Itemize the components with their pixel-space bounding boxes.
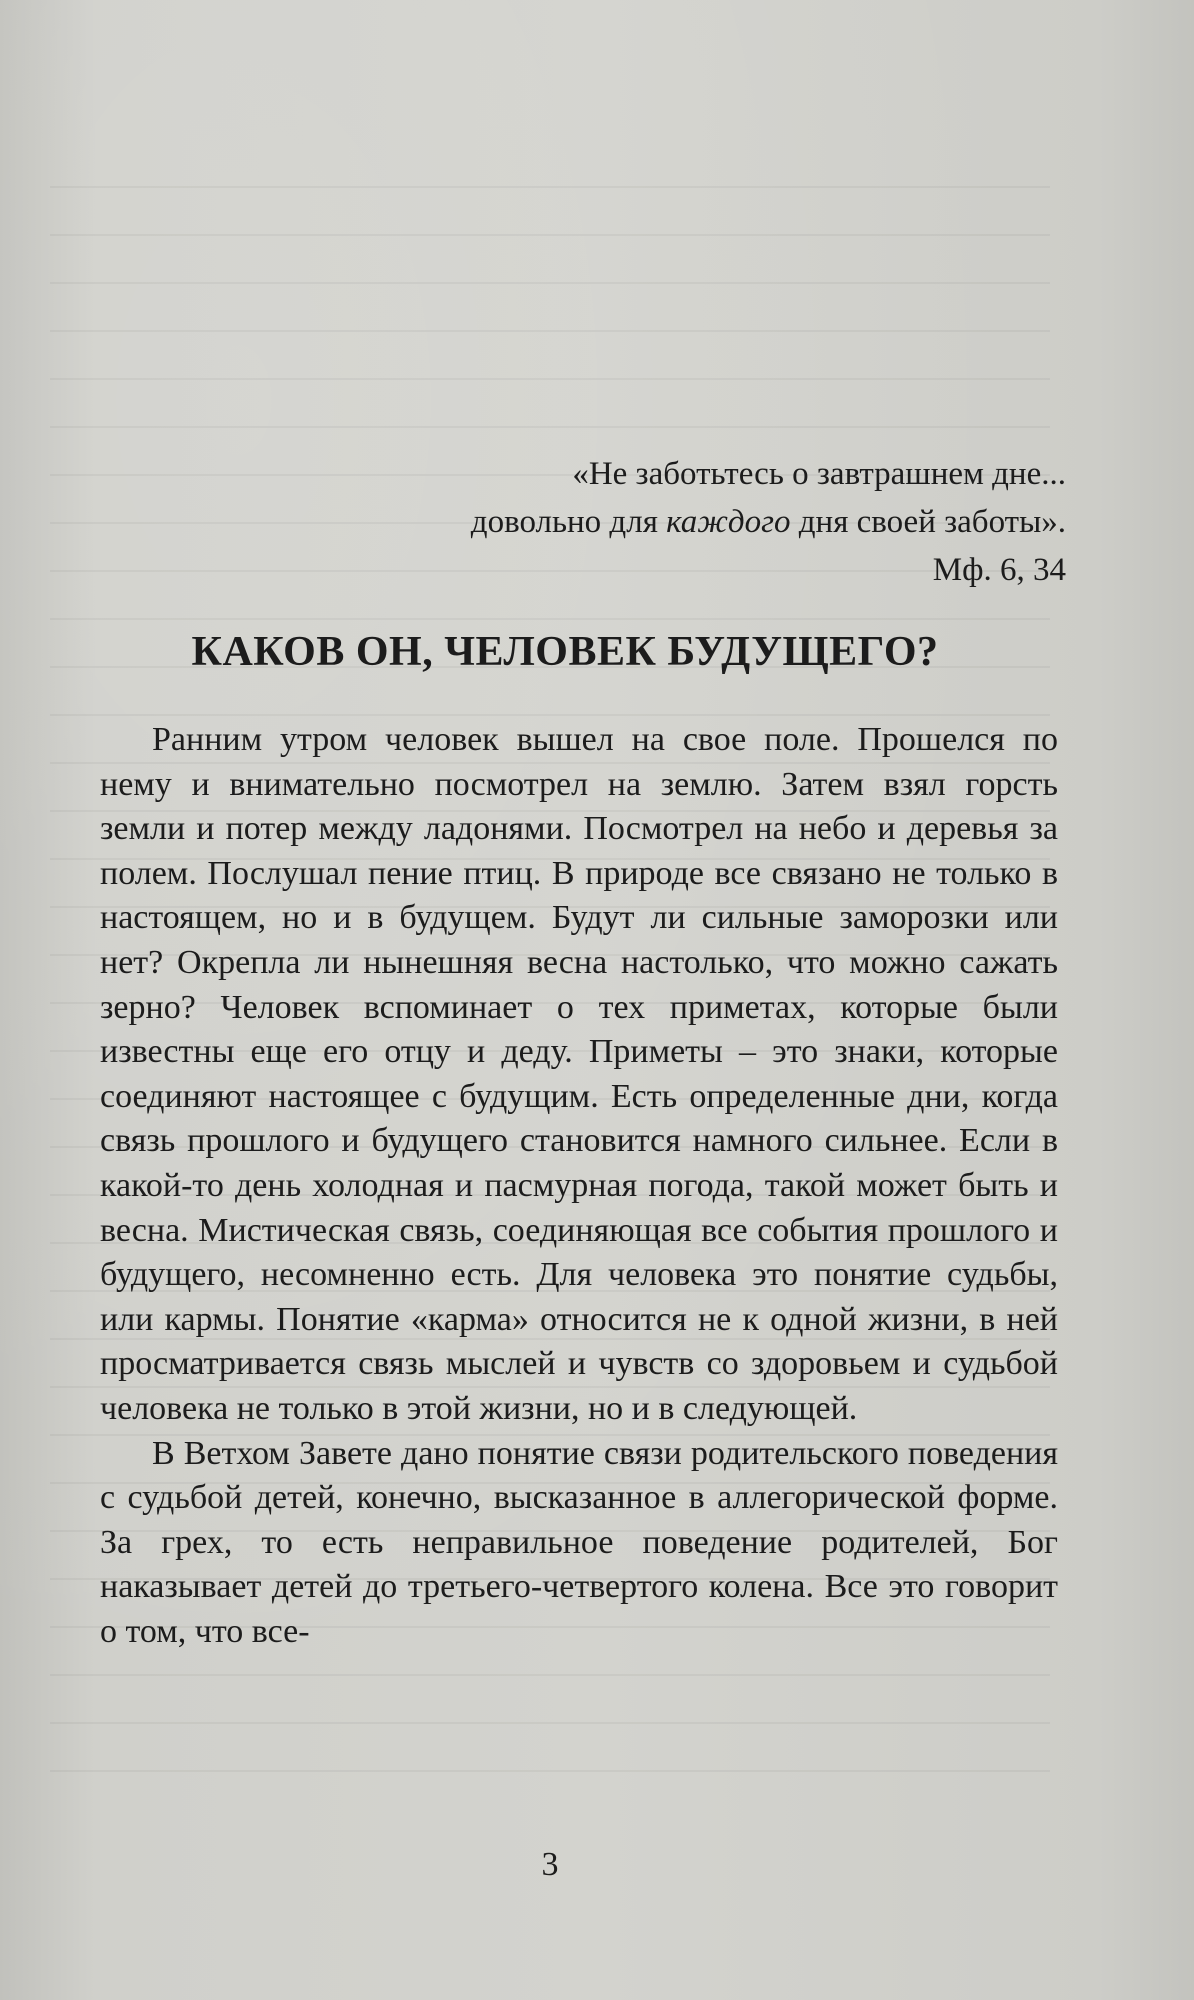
chapter-heading: КАКОВ ОН, ЧЕЛОВЕК БУДУЩЕГО? — [191, 629, 939, 675]
epigraph — [471, 450, 1066, 594]
epigraph-emphasis: каждого — [666, 504, 791, 540]
paragraph: Ранним утром человек вышел на свое поле. Прошелся по нему и внимательно посмотрел на землю. Затем взял горсть земли и потер между ладонями. Посмотрел на небо и деревья за полем. Послушал пение птиц. В природе все связано не только в настоящем, но и в будущем. Будут ли сильные заморозки или нет? Окрепла ли нынешняя весна настолько, что можно сажать зерно? Человек вспоминает о тех приметах, которые были известны еще его отцу и деду. Приметы – это знаки, которые соединяют настоящее с будущим. Есть определенные дни, когда связь прошлого и будущего становится намного сильнее. Если в какой-то день холодная и пасмурная погода, такой может быть и весна. Мистическая связь, соединяющая все события прошлого и будущего, несомненно есть. Для человека это понятие судьбы, или кармы. Понятие «карма» относится не к одной жизни, в ней просматривается связь мыслей и чувств со здоровьем и судьбой человека не только в этой жизни, но и в следующей. — [100, 721, 1058, 1427]
epigraph-line-2-start: довольно для — [470, 504, 667, 540]
body-text — [100, 718, 1058, 1654]
epigraph-line-1: «Не заботьтесь о завтрашнем дне... — [572, 456, 1066, 492]
paragraph: В Ветхом Завете дано понятие связи родительского поведения с судьбой детей, конечно, высказанное в аллегорической форме. За грех, то есть неправильное поведение родителей, Бог наказывает детей до третьего-четвертого колена. Все это говорит о том, что все- — [100, 1434, 1058, 1650]
page-number: 3 — [541, 1846, 559, 1883]
epigraph-line-2-end: дня своей заботы». — [790, 504, 1066, 540]
epigraph-line-2 — [471, 498, 1066, 546]
epigraph-source: Мф. 6, 34 — [932, 552, 1066, 588]
